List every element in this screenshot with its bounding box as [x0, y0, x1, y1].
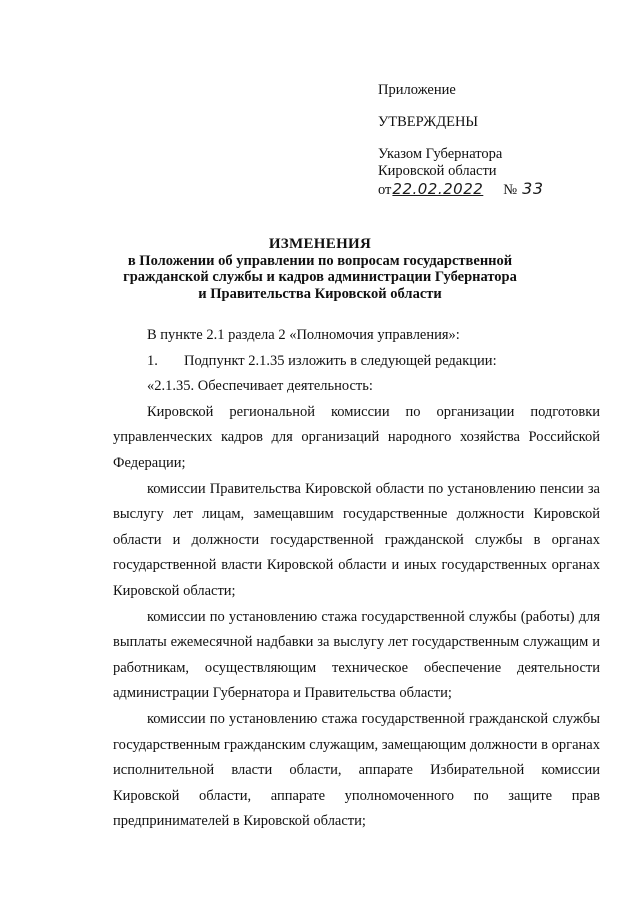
title-line-1: в Положении об управлении по вопросам государственной [127, 252, 513, 269]
paragraph-service-length-commission: комиссии по установлению стажа государственной службы (работы) для выплаты ежемесячной надбавки за выслугу лет государственным служащим и работникам, осуществляющим техническое обеспечение деятельности администрации Губернатора и Правительства области; [113, 608, 600, 702]
item-1-paragraph [113, 349, 600, 375]
clause-start-paragraph: «2.1.35. Обеспечивает деятельность: [147, 378, 373, 395]
approval-block [378, 82, 618, 199]
intro-paragraph: В пункте 2.1 раздела 2 «Полномочия управления»: [147, 327, 460, 343]
document-body [113, 323, 600, 835]
number-sign: № [503, 182, 518, 198]
paragraph-regional-commission: Кировской региональной комиссии по организации подготовки управленческих кадров для организаций народного хозяйства Российской Федерации; [113, 403, 600, 471]
decree-line-1: Указом Губернатора [378, 146, 503, 162]
item-text: Подпункт 2.1.35 изложить в следующей редакции: [184, 352, 497, 369]
appendix-label: Приложение [378, 82, 456, 98]
decree-date-line [378, 180, 618, 199]
decree-line-2: Кировской области [378, 163, 497, 179]
title-line-3: и Правительства Кировской области [198, 285, 442, 302]
paragraph-civil-service-commission: комиссии по установлению стажа государственной гражданской службы государственным гражданским служащим, замещающим должности в органах исполнительной власти области, аппарате Избирательной комиссии Кировской области, аппарате уполномоченного по защите прав предпринимателей в Кировской области; [113, 710, 600, 830]
handwritten-date: 22.02.2022 [392, 180, 484, 198]
paragraph-pension-commission: комиссии Правительства Кировской области по установлению пенсии за выслугу лет лицам, замещавшим государственные должности Кировской области и должности государственной гражданской службы в органах государственной власти Кировской области и иных государственных органах Кировской области; [113, 480, 600, 599]
document-title [120, 236, 520, 302]
handwritten-number: 33 [522, 179, 544, 198]
date-prefix: от [378, 182, 392, 198]
title-main: ИЗМЕНЕНИЯ [268, 236, 372, 252]
title-line-2: гражданской службы и кадров администрации Губернатора [123, 269, 517, 285]
item-number: 1. [147, 352, 158, 369]
approved-label: УТВЕРЖДЕНЫ [378, 114, 479, 130]
